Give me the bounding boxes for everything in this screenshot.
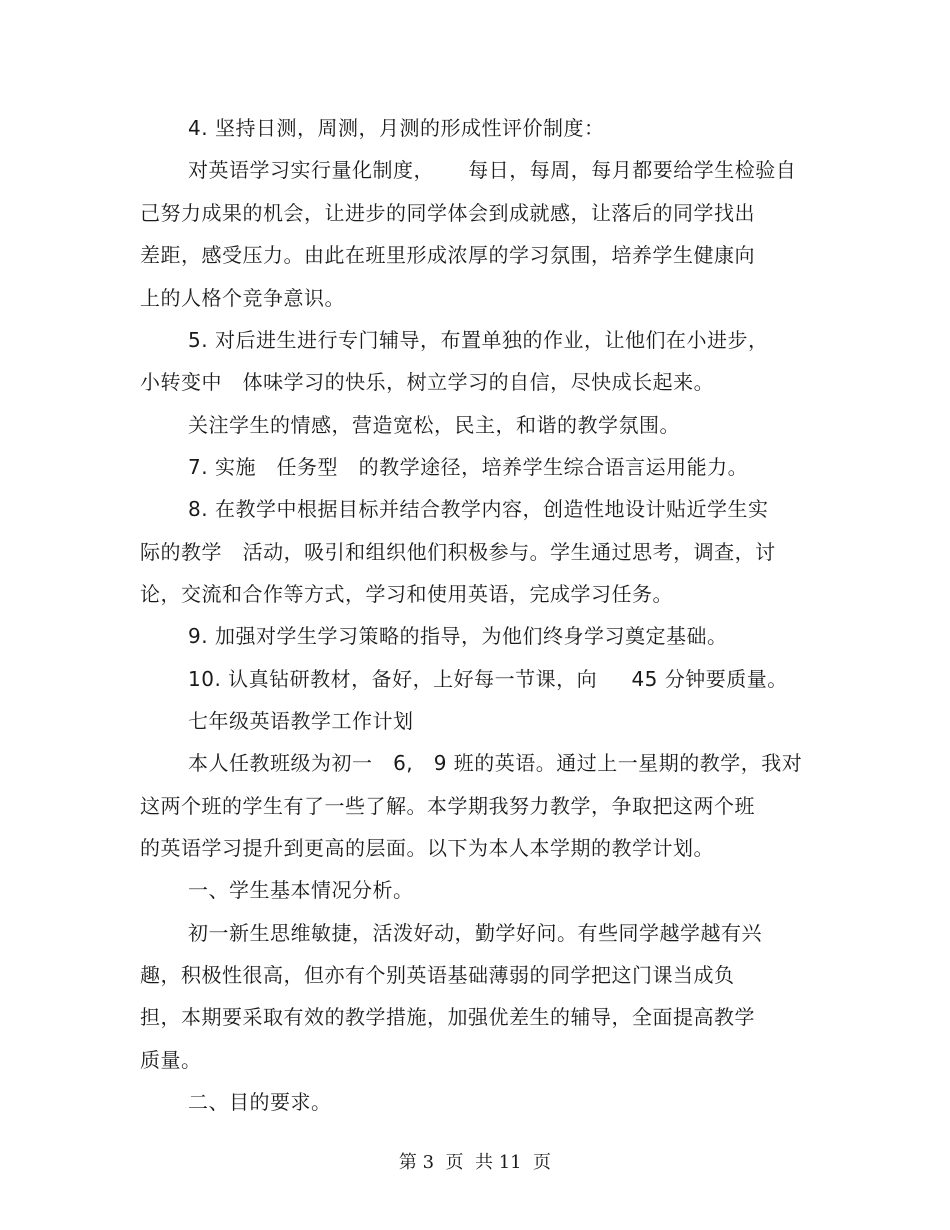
section-title: 七年级英语教学工作计划 xyxy=(188,709,414,733)
text-line: 担，本期要采取有效的教学措施，加强优差生的辅导，全面提高教学 xyxy=(140,1005,755,1029)
text-line: 上的人格个竞争意识。 xyxy=(140,286,345,310)
text-line: 关注学生的情感，营造宽松，民主，和谐的教学氛围。 xyxy=(188,413,680,437)
text-line: 趣，积极性很高，但亦有个别英语基础薄弱的同学把这门课当成负 xyxy=(140,963,735,987)
text-line: 本人任教班级为初一 6, 9 班的英语。通过上一星期的教学，我对 xyxy=(188,751,803,775)
text-line: 10. 认真钻研教材，备好，上好每一节课，向 45 分钟要质量。 xyxy=(188,667,788,691)
text-line: 8. 在教学中根据目标并结合教学内容，创造性地设计贴近学生实 xyxy=(188,497,769,521)
text-line: 际的教学 活动，吸引和组织他们积极参与。学生通过思考，调查，讨 xyxy=(140,540,776,564)
section-heading: 二、目的要求。 xyxy=(188,1090,332,1114)
text-line: 9. 加强对学生学习策略的指导，为他们终身学习奠定基础。 xyxy=(188,624,728,648)
text-line: 对英语学习实行量化制度， 每日，每周，每月都要给学生检验自 xyxy=(188,158,797,182)
text-line: 初一新生思维敏捷，活泼好动，勤学好问。有些同学越学越有兴 xyxy=(188,921,762,945)
text-line: 5. 对后进生进行专门辅导，布置单独的作业，让他们在小进步， xyxy=(188,328,769,352)
text-line: 差距，感受压力。由此在班里形成浓厚的学习氛围，培养学生健康向 xyxy=(140,243,755,267)
text-line: 的英语学习提升到更高的层面。以下为本人本学期的教学计划。 xyxy=(140,836,714,860)
page-number-footer: 第 3 页 共 11 页 xyxy=(398,1152,552,1173)
text-line: 论，交流和合作等方式，学习和使用英语，完成学习任务。 xyxy=(140,582,673,606)
section-heading: 一、学生基本情况分析。 xyxy=(188,878,414,902)
text-line: 小转变中 体味学习的快乐，树立学习的自信，尽快成长起来。 xyxy=(140,370,715,394)
text-line: 4. 坚持日测，周测，月测的形成性评价制度： xyxy=(188,116,605,140)
text-line: 这两个班的学生有了一些了解。本学期我努力教学，争取把这两个班 xyxy=(140,794,755,818)
text-line: 己努力成果的机会，让进步的同学体会到成就感，让落后的同学找出 xyxy=(140,201,755,225)
text-line: 质量。 xyxy=(140,1048,202,1072)
text-line: 7. 实施 任务型 的教学途径，培养学生综合语言运用能力。 xyxy=(188,455,749,479)
